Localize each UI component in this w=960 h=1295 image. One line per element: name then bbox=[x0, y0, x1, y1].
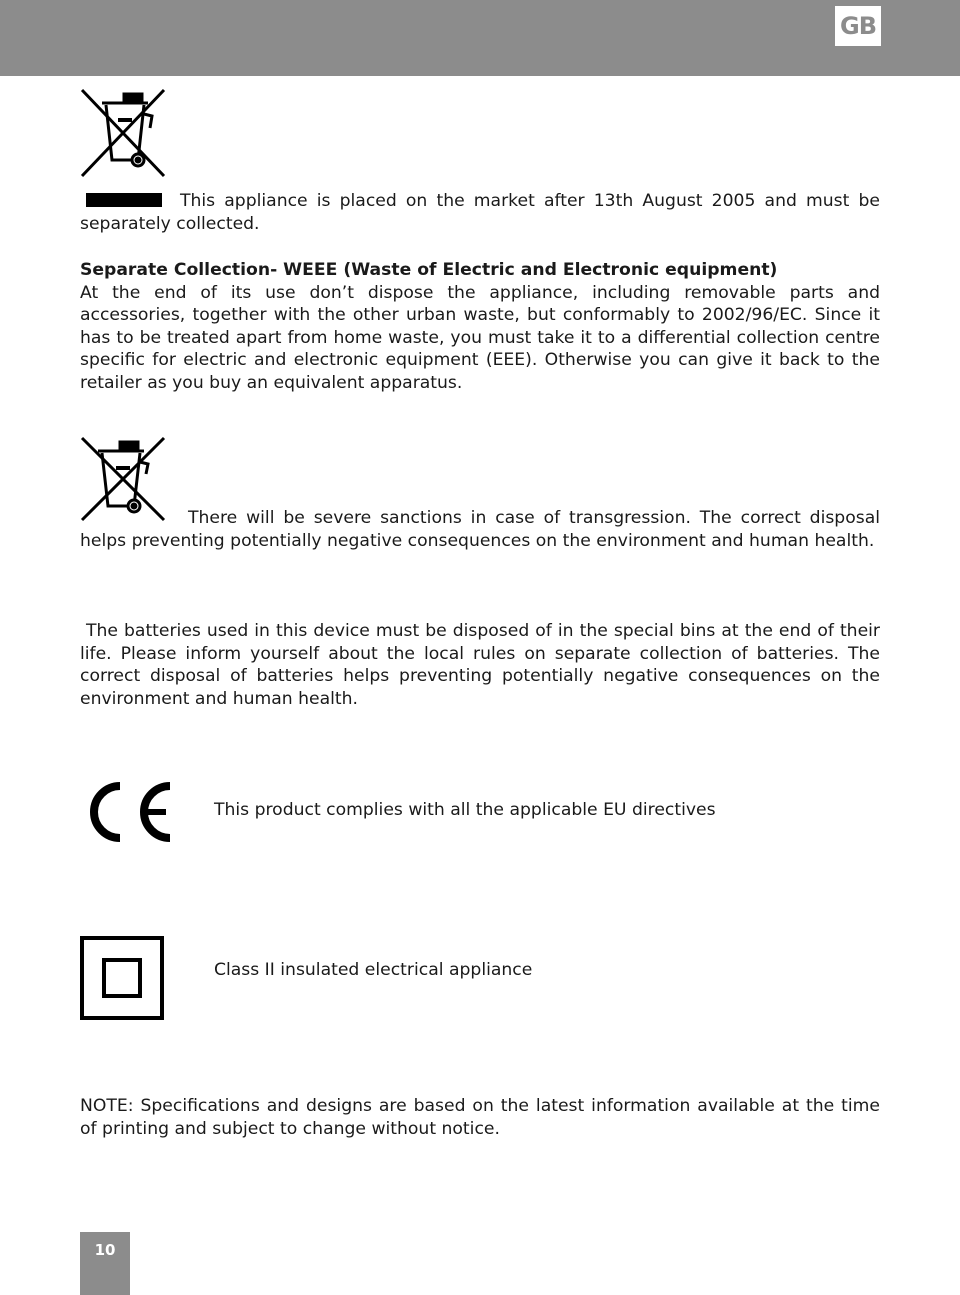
black-bar-mark bbox=[86, 193, 162, 207]
page-number: 10 bbox=[80, 1232, 130, 1295]
ce-mark-text: This product complies with all the applicable EU directives bbox=[214, 800, 716, 820]
batteries-paragraph: The batteries used in this device must be disposed of in the special bins at the end of their life. Please inform yourself about the local rules on separate collection of batteries. The correct disposal of batteries helps preventing potentially negative consequences on the environment and human health. bbox=[80, 621, 880, 709]
sanctions-paragraph: There will be severe sanctions in case of transgression. The correct disposal helps preventing potentially negative consequences on the environment and human health. bbox=[80, 508, 880, 551]
separate-collection-body: At the end of its use don’t dispose the appliance, including removable parts and accessories, together with the other urban waste, but conformably to 2002/96/EC. Since it has to be treated apart from home waste, you must take it to a differential collection centre specific for electric and electronic equipment (EEE). Otherwise you can give it back to the retailer as you buy an equivalent apparatus. bbox=[80, 282, 880, 393]
separate-collection-heading: Separate Collection- WEEE (Waste of Electric and Electronic equipment) bbox=[80, 260, 778, 280]
note-paragraph: NOTE: Specifications and designs are based on the latest information available at the time of printing and subject to change without notice. bbox=[80, 1096, 880, 1139]
class-ii-text: Class II insulated electrical appliance bbox=[214, 960, 533, 980]
crossed-out-wheelie-bin-icon bbox=[80, 88, 166, 178]
ce-mark-icon bbox=[80, 778, 174, 846]
language-badge: GB bbox=[835, 6, 881, 46]
weee-notice-paragraph: This appliance is placed on the market after 13th August 2005 and must be separately collected. bbox=[80, 191, 880, 234]
class-ii-double-square-icon bbox=[80, 936, 164, 1020]
separate-collection-paragraph bbox=[80, 259, 880, 394]
header-bar bbox=[0, 0, 960, 76]
